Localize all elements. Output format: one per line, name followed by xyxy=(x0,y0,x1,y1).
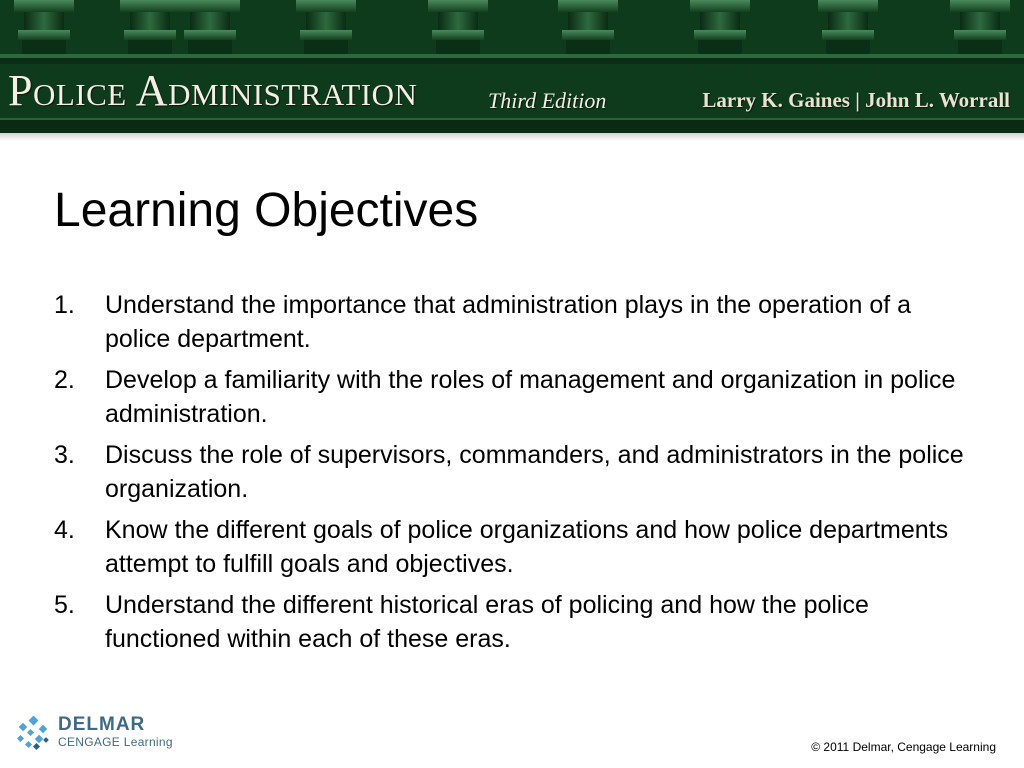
objective-number: 1. xyxy=(54,291,75,319)
objective-text: Develop a familiarity with the roles of management and organization in police administration. xyxy=(105,366,956,428)
objective-text: Understand the different historical eras of policing and how the police functioned within each of these eras. xyxy=(105,591,869,653)
objective-item xyxy=(54,288,974,356)
objective-number: 3. xyxy=(54,441,75,469)
header-banner xyxy=(0,0,1024,133)
objective-text: Understand the importance that administration plays in the operation of a police department. xyxy=(105,291,912,353)
objective-text: Know the different goals of police organizations and how police departments attempt to fulfill goals and objectives. xyxy=(105,516,949,578)
book-edition: Third Edition xyxy=(488,88,607,113)
publisher-logo xyxy=(16,714,196,754)
book-authors: Larry K. Gaines | John L. Worrall xyxy=(702,88,1010,112)
objective-item xyxy=(54,438,974,506)
logo-tagline: CENGAGE Learning xyxy=(58,735,173,749)
objective-item xyxy=(54,588,974,656)
slide-title: Learning Objectives xyxy=(54,184,479,237)
banner-shadow xyxy=(0,133,1024,141)
delmar-logo-icon xyxy=(16,716,52,752)
objective-item xyxy=(54,363,974,431)
objective-item xyxy=(54,513,974,581)
objective-number: 4. xyxy=(54,516,75,544)
objectives-list xyxy=(54,288,974,663)
objective-text: Discuss the role of supervisors, commanders, and administrators in the police organization. xyxy=(105,441,964,503)
book-title: Police Administration xyxy=(8,66,418,115)
copyright-notice: © 2011 Delmar, Cengage Learning xyxy=(811,740,996,754)
logo-name: DELMAR xyxy=(58,714,146,735)
objective-number: 5. xyxy=(54,591,75,619)
objective-number: 2. xyxy=(54,366,75,394)
